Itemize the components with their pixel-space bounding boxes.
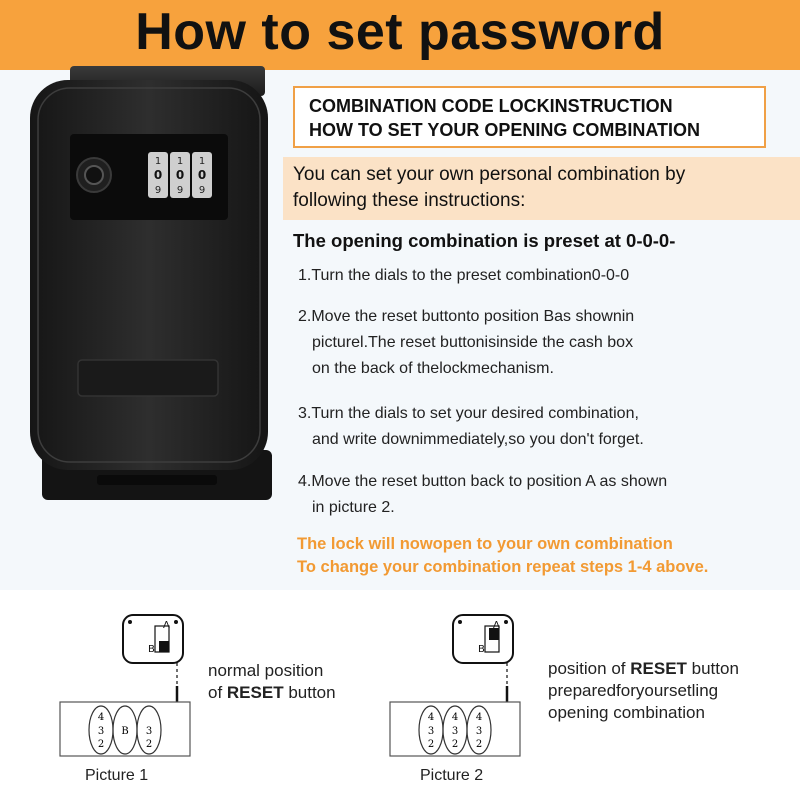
- picture-2-diagram: [385, 610, 525, 760]
- pic1-pos-b: B: [148, 644, 155, 655]
- step-1: [298, 263, 629, 289]
- pic1-dial-2-mid: B: [121, 726, 129, 737]
- step-4-line-1: 4.Move the reset button back to position A as shown: [298, 473, 668, 490]
- svg-text:0: 0: [153, 168, 163, 182]
- pic2-label-bold: RESET: [630, 659, 687, 678]
- picture-1-caption: Picture 1: [85, 767, 149, 784]
- step-2-line-2: picturel.The reset buttonisinside the cash box: [312, 334, 634, 351]
- instruction-box: [293, 86, 766, 148]
- intro-text: [293, 162, 793, 214]
- svg-text:9: 9: [176, 185, 184, 196]
- svg-text:9: 9: [154, 185, 162, 196]
- step-2-line-3: on the back of thelockmechanism.: [312, 360, 554, 377]
- pic1-label-line-2: [208, 682, 336, 704]
- picture-1-label: [208, 660, 336, 704]
- svg-text:0: 0: [197, 168, 207, 182]
- pic2-dial-1-mid: 3: [427, 726, 435, 737]
- step-4: [298, 469, 667, 521]
- pic1-pos-a: A: [163, 620, 170, 631]
- svg-text:9: 9: [198, 185, 206, 196]
- pic1-label-bold: RESET: [226, 683, 284, 702]
- pic2-dial-3-top: 4: [475, 712, 483, 723]
- svg-text:1: 1: [198, 156, 206, 167]
- pic2-label-post: button: [686, 659, 739, 678]
- step-3: [298, 401, 644, 453]
- page-title: How to set password: [135, 3, 665, 61]
- pic1-dial-1-top: 4: [97, 712, 105, 723]
- pic2-pos-a: A: [493, 620, 500, 631]
- pic2-label-line-3: opening combination: [548, 703, 705, 722]
- svg-text:0: 0: [175, 168, 185, 182]
- step-3-line-2: and write downimmediately,so you don't forget.: [312, 431, 644, 448]
- lockbox-image: [22, 60, 292, 510]
- pic2-dial-3-mid: 3: [475, 726, 483, 737]
- picture-2-label: [548, 658, 739, 724]
- step-3-line-1: 3.Turn the dials to set your desired combination,: [298, 405, 639, 422]
- picture-2-caption: Picture 2: [420, 767, 484, 784]
- note-line-1: The lock will nowopen to your own combination: [297, 535, 673, 553]
- pic2-label-line-2: preparedforyoursetling: [548, 681, 719, 700]
- step-1-line-1: 1.Turn the dials to the preset combination0-0-0: [298, 267, 630, 284]
- picture-1-diagram: [55, 610, 195, 760]
- pic1-dial-3-bot: 2: [145, 739, 153, 750]
- pic2-dial-2-bot: 2: [451, 739, 459, 750]
- pic2-label-pre: position of: [548, 659, 631, 678]
- intro-line-1: You can set your own personal combination by: [293, 164, 686, 185]
- svg-text:1: 1: [176, 156, 184, 167]
- pic1-dial-1-bot: 2: [97, 739, 105, 750]
- pic1-dial-3-mid: 3: [145, 726, 153, 737]
- pic2-dial-2-mid: 3: [451, 726, 459, 737]
- note-line-2: To change your combination repeat steps 1-4 above.: [297, 558, 709, 576]
- instruction-line-1: COMBINATION CODE LOCKINSTRUCTION: [309, 96, 673, 116]
- pic1-label-line-1: normal position: [208, 661, 324, 680]
- pic1-label-post: button: [283, 683, 336, 702]
- preset-heading: The opening combination is preset at 0-0-0-: [293, 230, 676, 251]
- pic2-dial-3-bot: 2: [475, 739, 483, 750]
- svg-text:1: 1: [154, 156, 162, 167]
- pic1-dial-1-mid: 3: [97, 726, 105, 737]
- step-2-line-1: 2.Move the reset buttonto position Bas shownin: [298, 308, 635, 325]
- step-4-line-2: in picture 2.: [312, 499, 395, 516]
- pic2-label-line-1: [548, 658, 739, 680]
- lockbox-illustration: [22, 60, 292, 510]
- instruction-line-2: HOW TO SET YOUR OPENING COMBINATION: [309, 120, 701, 140]
- pic1-label-pre: of: [208, 683, 227, 702]
- pic2-dial-1-bot: 2: [427, 739, 435, 750]
- intro-line-2: following these instructions:: [293, 190, 526, 211]
- pic2-dial-2-top: 4: [451, 712, 459, 723]
- pic2-dial-1-top: 4: [427, 712, 435, 723]
- step-2: [298, 304, 634, 382]
- pic2-pos-b: B: [478, 644, 485, 655]
